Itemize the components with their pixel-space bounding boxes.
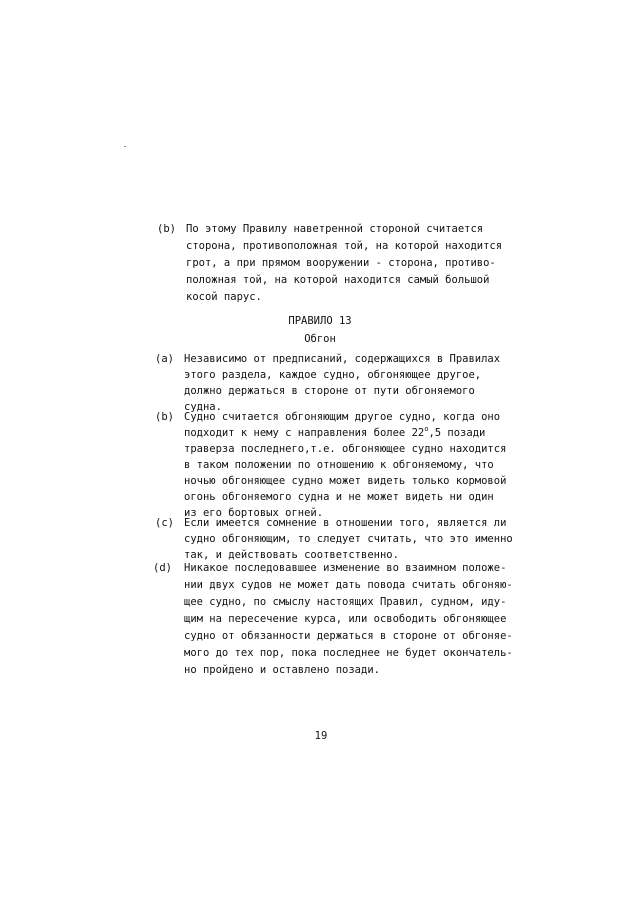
page-number: 19 <box>314 730 328 742</box>
text-line: грот, а при прямом вооружении - сторона, противо- <box>186 257 496 269</box>
item-label: (a) <box>155 353 174 365</box>
text-line: мого до тех пор, пока последнее не будет окончатель- <box>184 647 513 659</box>
text-line: косой парус. <box>186 291 262 303</box>
text-line-with-degree <box>184 425 485 442</box>
item-label: (d) <box>153 562 172 574</box>
text-line: должно держаться в стороне от пути обгоняемого <box>184 385 475 397</box>
text-line: нии двух судов не может дать повода считать обгоняю- <box>184 579 513 591</box>
text-line: Независимо от предписаний, содержащихся в Правилах <box>184 353 501 365</box>
text-line: Никакое последовавшее изменение во взаимном положе- <box>184 562 507 574</box>
text-line: в таком положении по отношению к обгоняемому, что <box>184 459 494 471</box>
rule-title: ПРАВИЛО 13 <box>288 315 352 327</box>
text-line: но пройдено и оставлено позади. <box>184 664 380 676</box>
text-fragment: ,5 позади <box>428 427 486 439</box>
text-line: судно обгоняющим, то следует считать, что это именно <box>184 533 513 545</box>
text-line: сторона, противоположная той, на которой находится <box>186 240 503 252</box>
text-line: По этому Правилу наветренной стороной считается <box>186 223 484 235</box>
text-line: щим на пересечение курса, или освободить обгоняющее <box>184 613 507 625</box>
text-line: судно от обязанности держаться в стороне от обгоняе- <box>184 630 513 642</box>
intro-item-b <box>0 221 640 311</box>
text-line: этого раздела, каждое судно, обгоняющее другое, <box>184 369 482 381</box>
item-label: (b) <box>155 411 174 423</box>
item-label: (c) <box>155 517 174 529</box>
text-line: Судно считается обгоняющим другое судно, когда оно <box>184 411 501 423</box>
item-d <box>0 560 640 680</box>
text-fragment: подходит к нему с направления более 22 <box>184 427 425 439</box>
text-line: так, и действовать соответственно. <box>184 549 399 561</box>
text-line: траверза последнего,т.е. обгоняющее судно находится <box>184 443 507 455</box>
scan-speck <box>124 146 126 147</box>
degree-mark: о <box>424 425 429 433</box>
item-label: (b) <box>157 223 176 235</box>
text-line: огонь обгоняемого судна и не может видеть ни один <box>184 491 494 503</box>
text-line: ночью обгоняющее судно может видеть только кормовой <box>184 475 507 487</box>
text-line: из его бортовых огней. <box>184 507 324 519</box>
rule-subtitle: Обгон <box>304 333 336 345</box>
item-b <box>0 409 640 519</box>
text-line: щее судно, по смыслу настоящих Правил, судном, иду- <box>184 596 507 608</box>
text-line: положная той, на которой находится самый большой <box>186 274 490 286</box>
text-line: судна. <box>184 401 222 413</box>
text-line: Если имеется сомнение в отношении того, является ли <box>184 517 507 529</box>
